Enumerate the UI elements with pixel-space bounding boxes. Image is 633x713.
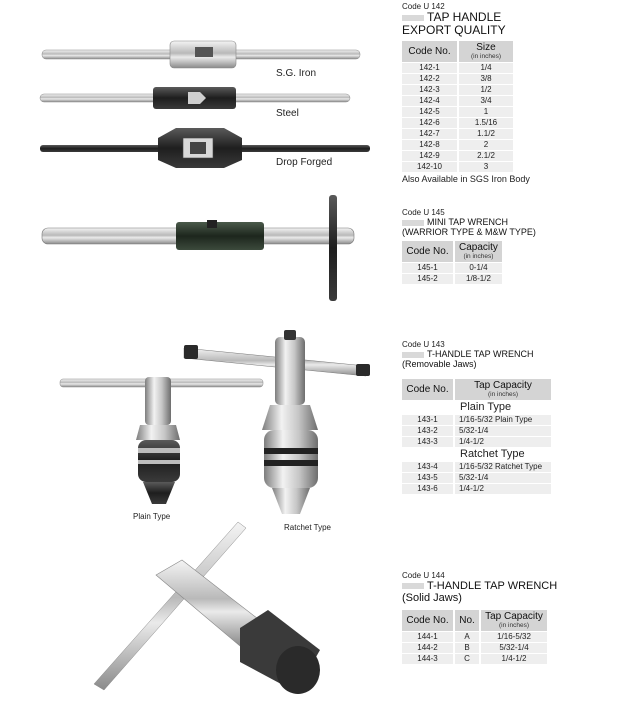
label-ratchet-type: Ratchet Type (284, 523, 331, 532)
title-u143: T-HANDLE TAP WRENCH (402, 349, 553, 359)
table-row: 142-6 1.5/16 (402, 118, 514, 129)
t-handle-ratchet-type (184, 330, 370, 514)
table-row: 143-3 1/4-1/2 (402, 437, 552, 448)
group-header: Plain Type (402, 401, 552, 415)
code-u143: Code U 143 (402, 340, 445, 349)
section-u142 (402, 2, 530, 184)
label-plain-type: Plain Type (133, 512, 171, 521)
table-row: 145-1 0-1/4 (402, 263, 503, 274)
code-u142: Code U 142 (402, 2, 445, 11)
table-row: 142-8 2 (402, 140, 514, 151)
table-row: 143-5 5/32-1/4 (402, 473, 552, 484)
col-capacity: Capacity (in inches) (454, 241, 503, 263)
col-tap-capacity: Tap Capacity (in inches) (454, 379, 552, 401)
section-u145 (402, 208, 536, 284)
table-row: 143-1 1/16-5/32 Plain Type (402, 415, 552, 426)
section-u143 (402, 340, 553, 494)
table-row: 144-2 B 5/32-1/4 (402, 643, 548, 654)
subtitle-u144: (Solid Jaws) (402, 592, 462, 604)
col-code-no: Code No. (402, 41, 458, 63)
col-code-no: Code No. (402, 379, 454, 401)
table-row: 142-4 3/4 (402, 96, 514, 107)
table-row: 142-9 2.1/2 (402, 151, 514, 162)
smudge-mark (402, 220, 424, 226)
table-u142 (402, 41, 515, 172)
group-header: Ratchet Type (402, 448, 552, 462)
note-sgs-iron: Also Available in SGS Iron Body (402, 174, 530, 184)
col-size: Size (in inches) (458, 41, 514, 63)
col-code-no: Code No. (402, 241, 454, 263)
table-u145 (402, 241, 504, 284)
col-no: No. (454, 610, 480, 632)
label-drop-forged: Drop Forged (276, 157, 333, 168)
table-row: 144-1 A 1/16-5/32 (402, 632, 548, 643)
table-row: 142-10 3 (402, 162, 514, 173)
subtitle-u145: (WARRIOR TYPE & M&W TYPE) (402, 227, 536, 237)
tap-handle-sg-iron (42, 41, 360, 68)
code-u145: Code U 145 (402, 208, 445, 217)
table-row: 142-3 1/2 (402, 85, 514, 96)
mini-tap-wrench (42, 195, 354, 301)
smudge-mark (402, 15, 424, 21)
t-handle-solid-jaws (94, 522, 320, 694)
code-u144: Code U 144 (402, 571, 445, 580)
table-row: 143-4 1/16-5/32 Ratchet Type (402, 462, 552, 473)
table-row: 142-5 1 (402, 107, 514, 118)
table-u143 (402, 379, 553, 494)
label-sg-iron: S.G. Iron (276, 68, 317, 79)
smudge-mark (402, 352, 424, 358)
table-row: 144-3 C 1/4-1/2 (402, 654, 548, 665)
table-row: 145-2 1/8-1/2 (402, 274, 503, 285)
table-u144 (402, 610, 549, 664)
col-code-no: Code No. (402, 610, 454, 632)
title-u142: TAP HANDLE (402, 11, 530, 24)
table-row: 142-7 1.1/2 (402, 129, 514, 140)
table-row: 143-6 1/4-1/2 (402, 484, 552, 495)
title-u145: MINI TAP WRENCH (402, 217, 536, 227)
tap-handle-steel (40, 87, 350, 109)
table-row: 142-1 1/4 (402, 63, 514, 74)
t-handle-plain-type (60, 377, 263, 504)
table-row: 143-2 5/32-1/4 (402, 426, 552, 437)
subtitle-u143: (Removable Jaws) (402, 359, 477, 369)
section-u144 (402, 571, 557, 664)
label-steel: Steel (276, 108, 299, 119)
table-row: 142-2 3/8 (402, 74, 514, 85)
subtitle-u142: EXPORT QUALITY (402, 23, 506, 37)
title-u144: T-HANDLE TAP WRENCH (402, 580, 557, 592)
col-tap-capacity: Tap Capacity (in inches) (480, 610, 548, 632)
smudge-mark (402, 583, 424, 589)
